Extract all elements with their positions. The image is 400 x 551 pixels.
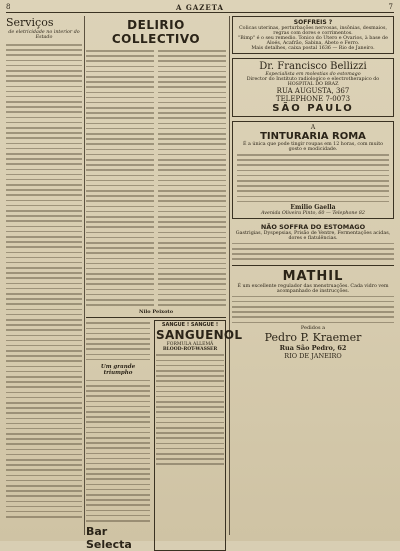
sanguenol-title: SANGUENOL — [156, 328, 243, 343]
header-right: 7 — [388, 3, 394, 11]
doctor-address: RUA AUGUSTA, 367 — [276, 87, 350, 95]
text-line — [237, 199, 389, 204]
column-1 — [6, 16, 82, 535]
soffreis-ad — [232, 16, 394, 54]
text-line — [86, 357, 150, 362]
soffreis-promo: "Bimp" é o seu remedio. Tonico do Utero e Ovarios, à base de Aloés, Acafrão, Sabina, Abeto e Ferro. — [238, 36, 388, 46]
delirio-signature: Nilo Peixoto — [138, 309, 174, 316]
doctor-name: Dr. Francisco Bellizzi — [259, 61, 367, 72]
tinturaria-address: Avenida Oliveira Pinto, 60 — Telephone 82 — [261, 210, 365, 216]
sanguenol-ad — [154, 320, 243, 551]
doctor-ad — [232, 58, 394, 117]
column-divider — [84, 16, 85, 535]
soffreis-title: SOFFREIS ? — [293, 19, 333, 26]
tinturaria-ad: A TINTURARIA ROMA É a única que pode tingir roupas em 12 horas, com muito gosto e modicidade. Emilio Gaella Avenida Oliveira Pinto, 60 — Telephone 82 — [232, 121, 394, 219]
nao-soffra-text: Gastrigias, Dyspepsias, Prisão de Ventre, Fermentações acidas, dores e flatulências. — [235, 230, 391, 241]
column-2 — [86, 16, 243, 551]
pedro-prefix: Pedidos a — [300, 324, 326, 331]
text-line — [232, 256, 394, 261]
nao-soffra-heading: NÃO SOFFRA DO ESTOMAGO — [260, 222, 366, 231]
text-line — [86, 518, 150, 523]
text-line — [158, 302, 226, 307]
text-line — [86, 302, 154, 307]
servicos-body-text — [6, 42, 82, 519]
header-rule — [6, 12, 394, 13]
mathil-text: É um excellente regulador das menstruações. Cada vidro vem acompanhado de instrucções. — [237, 283, 389, 294]
doctor-info: Director do Instituto radiologico e electrotherapico do HOSPITAL DO BRAZ — [246, 77, 380, 87]
header-title: A GAZETA — [176, 2, 224, 12]
delirio-text-left — [86, 48, 154, 307]
triumpho-heading: Um grande triumpho — [100, 363, 136, 376]
text-line — [6, 514, 82, 519]
soffreis-footer: Mais detalhes, caixa postal 1636 — Rio de Janeiro. — [251, 46, 375, 51]
column-divider — [229, 16, 230, 535]
bar-selecta-ad: Bar Selecta — [86, 525, 132, 551]
doctor-phone: TELEPHONE 7-0073 — [275, 95, 351, 103]
tinturaria-owner: Emilio Gaella — [290, 203, 336, 211]
column-3 — [232, 16, 394, 535]
sanguenol-line: BLOOD-ROT-WASSER — [162, 347, 218, 353]
servicos-subtitle: de eletricidade no interior do Estado — [8, 30, 80, 40]
tinturaria-text: É a única que pode tingir roupas em 12 horas, com muito gosto e modicidade. — [242, 142, 384, 152]
page-header — [6, 2, 394, 12]
lower-left-block — [86, 320, 150, 551]
soffreis-text: Colicas uterinas, perturbações nervosas, insônias, desmaios, regras com dores e corrimentos. — [239, 26, 387, 36]
doctor-city: SÃO PAULO — [272, 103, 354, 114]
doctor-specialty: Especialista em molestias do estomago — [265, 72, 361, 77]
mathil-heading: MATHIL — [282, 268, 344, 284]
servicos-heading: Serviços — [6, 16, 54, 29]
pedro-street: Rua São Pedro, 62 — [279, 343, 347, 352]
pedro-name: Pedro P. Kraemer — [264, 330, 362, 344]
delirio-text-right — [158, 48, 226, 307]
text-line — [156, 461, 224, 466]
pedro-city: RIO DE JANEIRO — [284, 351, 342, 360]
delirio-heading: DELIRIO COLLECTIVO — [111, 18, 201, 46]
sanguenol-sub: FORMULA ALLEMÃ — [166, 342, 214, 348]
text-line — [232, 320, 394, 325]
header-left: 8 — [6, 3, 12, 11]
tinturaria-title: TINTURARIA ROMA — [260, 131, 366, 142]
sangue-header: SANGUE ! SANGUE ! — [161, 322, 219, 329]
